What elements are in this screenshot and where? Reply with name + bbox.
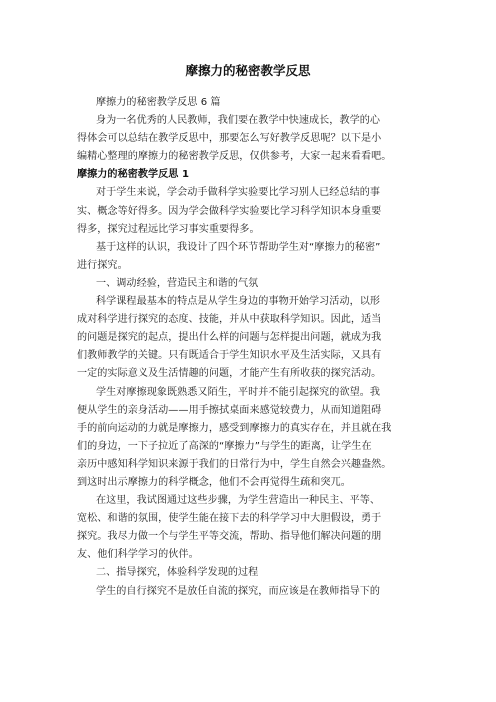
text-line: 们教师教学的关键。只有既适合于学生知识水平及生活实际，又具有 [77,350,382,362]
text-line: 得多，探究过程远比学习事实重要得多。 [77,223,260,235]
text-line: 成对科学进行探究的态度、技能，并从中获取科学知识。因此，适当 [77,314,382,326]
text-line: 基于这样的认识，我设计了四个环节帮助学生对“摩擦力的秘密” [96,241,381,253]
text-line: 实、概念等好得多。因为学会做科学实验要比学习科学知识本身重要 [77,205,382,217]
text-line: 摩擦力的秘密教学反思 6 篇 [96,97,221,108]
text-line: 身为一名优秀的人民教师，我们要在教学中快速成长，教学的心 [96,115,381,127]
text-line: 进行探究。 [77,259,128,271]
text-line: 在这里，我试图通过这些步骤，为学生营造出一种民主、平等、 [96,495,381,507]
text-line: 一定的实际意义及生活情趣的问题，才能产生有所收获的探究活动。 [77,368,382,380]
text-line: 编精心整理的摩擦力的秘密教学反思，仅供参考，大家一起来看看吧。 [77,151,392,163]
text-line: 手的前向运动的力就是摩擦力，感受到摩擦力的真实存在，并且就在我 [77,422,392,434]
section-heading: 摩擦力的秘密教学反思 1 [77,169,190,181]
text-line: 宽松、和谐的氛围，使学生能在接下去的科学学习中大胆假设，勇于 [77,513,382,525]
text-line: 二、指导探究，体验科学发现的过程 [96,567,259,579]
text-line: 学生对摩擦现象既熟悉又陌生，平时并不能引起探究的欲望。我 [96,386,381,398]
text-line: 们的身边，一下子拉近了高深的“摩擦力”与学生的距离，让学生在 [77,440,372,452]
text-line: 对于学生来说，学会动手做科学实验要比学习别人已经总结的事 [96,187,381,199]
text-line: 便从学生的亲身活动——用手擦拭桌面来感觉较费力，从而知道阻碍 [77,404,382,416]
text-line: 科学课程最基本的特点是从学生身边的事物开始学习活动，以形 [96,296,381,308]
text-line: 学生的自行探究不是放任自流的探究，而应该是在教师指导下的 [96,585,381,597]
text-line: 得体会可以总结在教学反思中，那要怎么写好教学反思呢？以下是小 [77,133,382,145]
document-body [77,94,421,601]
text-line: 友、他们科学学习的伙伴。 [77,549,199,561]
document-title: 摩擦力的秘密教学反思 [185,63,311,78]
text-line: 一、调动经验，营造民主和谐的气氛 [96,277,259,289]
text-line: 到这时出示摩擦力的科学概念，他们不会再觉得生疏和突兀。 [77,476,351,488]
text-line: 探究。我尽力做一个与学生平等交流，帮助、指导他们解决问题的朋 [77,531,382,543]
text-line: 亲历中感知科学知识来源于我们的日常行为中，学生自然会兴趣盎然。 [77,458,392,470]
text-line: 的问题是探究的起点，提出什么样的问题与怎样提出问题，就成为我 [77,332,382,344]
